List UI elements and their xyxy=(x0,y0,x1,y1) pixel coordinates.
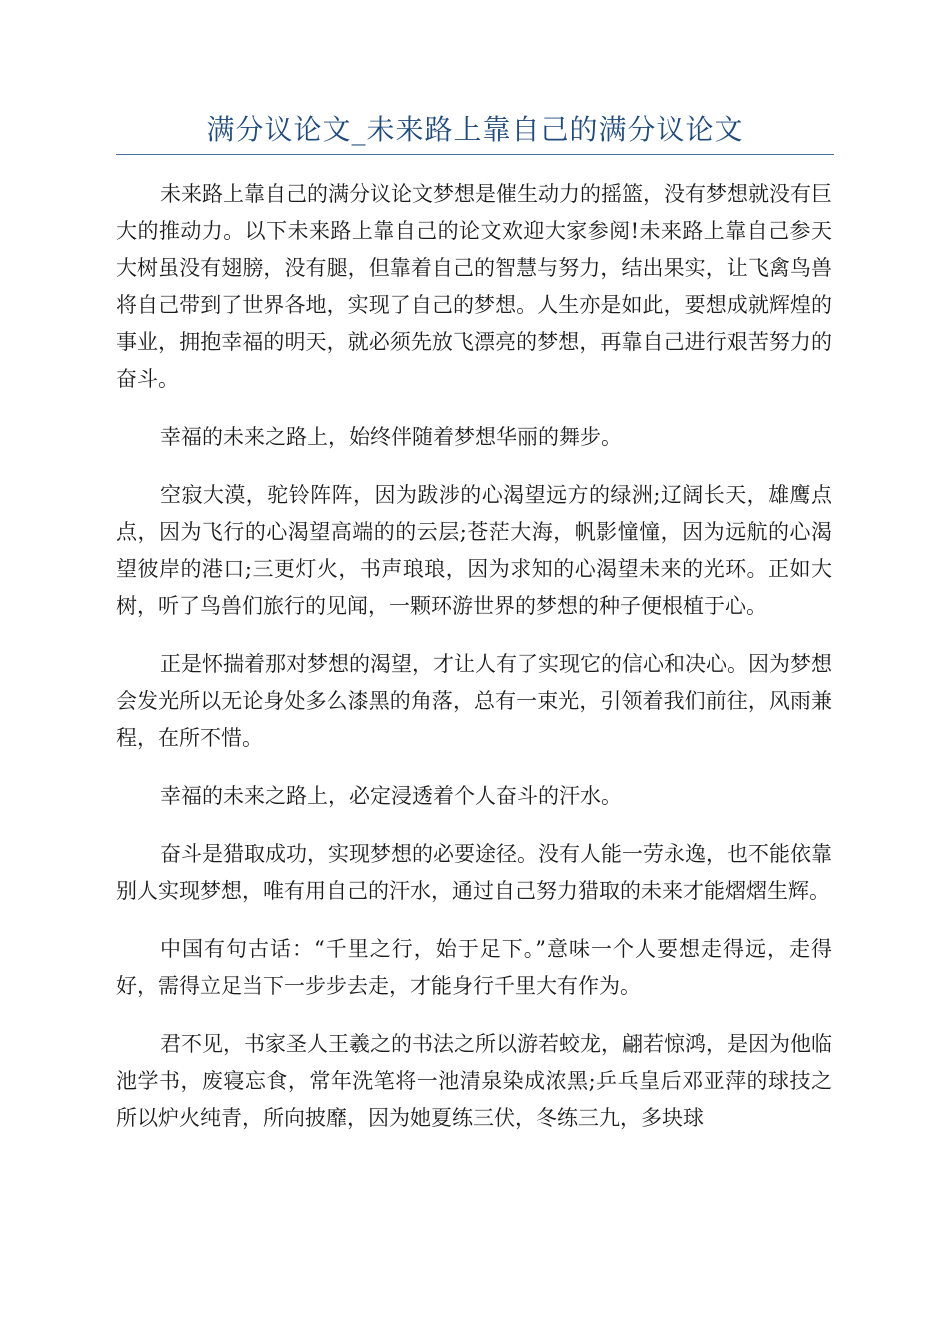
paragraph: 幸福的未来之路上，必定浸透着个人奋斗的汗水。 xyxy=(160,784,622,808)
paragraph: 空寂大漠，驼铃阵阵，因为跋涉的心渴望远方的绿洲;辽阔长天，雄鹰点点，因为飞行的心渴望高端的的云层;苍茫大海，帆影憧憧，因为远航的心渴望彼岸的港口;三更灯火，书声琅琅，因为求知的心渴望未来的光环。正如大树，听了鸟兽们旅行的见闻，一颗环游世界的梦想的种子便根植于心。 xyxy=(116,483,832,618)
title-underline xyxy=(116,154,834,155)
paragraph: 正是怀揣着那对梦想的渴望，才让人有了实现它的信心和决心。因为梦想会发光所以无论身处多么漆黑的角落，总有一束光，引领着我们前往，风雨兼程，在所不惜。 xyxy=(116,652,832,750)
paragraph: 未来路上靠自己的满分议论文梦想是催生动力的摇篮，没有梦想就没有巨大的推动力。以下未来路上靠自己的论文欢迎大家参阅!未来路上靠自己参天大树虽没有翅膀，没有腿，但靠着自己的智慧与努力，结出果实，让飞禽鸟兽将自己带到了世界各地，实现了自己的梦想。人生亦是如此，要想成就辉煌的事业，拥抱幸福的明天，就必须先放飞漂亮的梦想，再靠自己进行艰苦努力的奋斗。 xyxy=(116,182,832,391)
document-title: 满分议论文_未来路上靠自己的满分议论文 xyxy=(206,113,744,146)
paragraph: 奋斗是猎取成功，实现梦想的必要途径。没有人能一劳永逸，也不能依靠别人实现梦想，唯有用自己的汗水，通过自己努力猎取的未来才能熠熠生辉。 xyxy=(116,842,832,903)
document-body xyxy=(116,176,832,1158)
paragraph: 幸福的未来之路上，始终伴随着梦想华丽的舞步。 xyxy=(160,425,622,449)
paragraph: 中国有句古话：“千里之行，始于足下。”意味一个人要想走得远，走得好，需得立足当下一步步去走，才能身行千里大有作为。 xyxy=(116,937,832,998)
paragraph: 君不见，书家圣人王羲之的书法之所以游若蛟龙，翩若惊鸿，是因为他临池学书，废寝忘食，常年洗笔将一池清泉染成浓黑;乒乓皇后邓亚萍的球技之所以炉火纯青，所向披靡，因为她夏练三伏，冬练三九，多块球 xyxy=(116,1032,832,1130)
